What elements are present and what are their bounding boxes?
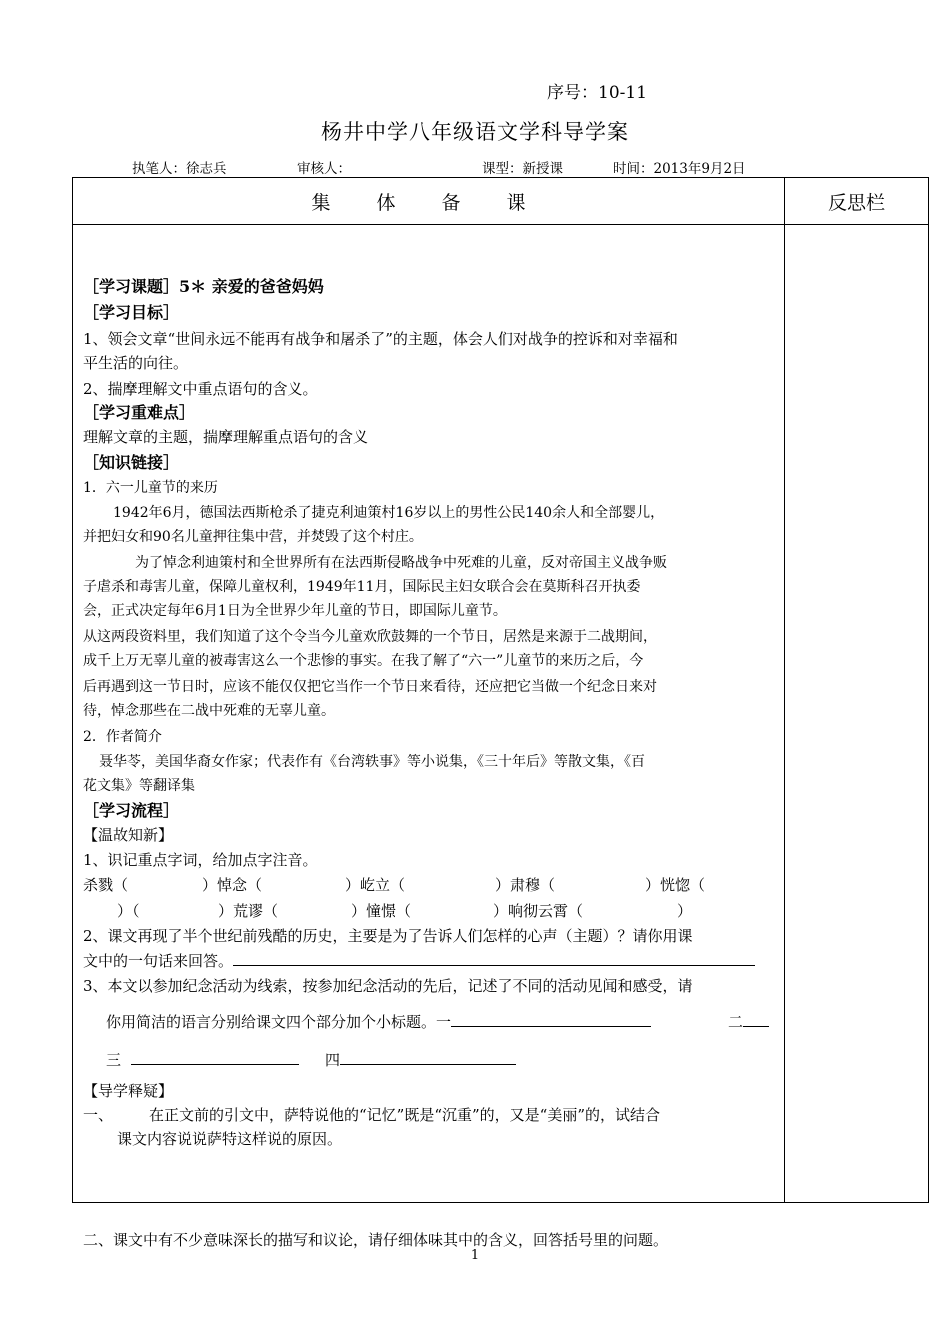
page-title: 杨井中学八年级语文学科导学案	[321, 120, 629, 144]
knowledge-2-title: 2．作者简介	[83, 729, 162, 745]
knowledge-1-title: 1．六一儿童节的来历	[83, 480, 218, 496]
part-2-label: 二	[728, 1013, 744, 1031]
knowledge-heading: ［知识链接］	[83, 453, 180, 472]
lesson-type-label: 课型：新授课	[482, 161, 563, 177]
word-9: ）响彻云霄（	[493, 902, 584, 920]
page-number: 1	[470, 1248, 480, 1263]
topic-heading: ［学习课题］5＊ 亲爱的爸爸妈妈	[83, 277, 324, 296]
goal-2: 2、揣摩理解文中重点语句的含义。	[83, 380, 318, 398]
goals-heading: ［学习目标］	[83, 303, 180, 322]
goal-1b: 平生活的向往。	[83, 354, 189, 372]
knowledge-1-para3a: 从这两段资料里，我们知道了这个令当今儿童欢欣鼓舞的一个节日，居然是来源于二战期间，	[83, 629, 657, 645]
goal-1a: 1、领会文章“世间永远不能再有战争和屠杀了”的主题，体会人们对战争的控诉和对幸福和	[83, 330, 678, 348]
part-3-label: 三	[106, 1051, 122, 1069]
flow-heading: ［学习流程］	[83, 801, 180, 820]
review-heading: 【温故知新】	[83, 826, 174, 844]
date-label: 时间：2013年9月2日	[613, 161, 746, 177]
answer-line-part1[interactable]	[451, 1012, 651, 1027]
guide-1a: 在正文前的引文中，萨特说他的“记忆”既是“沉重”的，又是“美丽”的，试结合	[149, 1106, 661, 1124]
word-7: ）荒谬（	[218, 902, 279, 920]
collective-prep-header: 集 体 备 课	[73, 178, 785, 225]
question-1: 1、识记重点字词，给加点字注音。	[83, 851, 318, 869]
question-3a: 3、本文以参加纪念活动为线索，按参加纪念活动的先后，记述了不同的活动见闻和感受，请	[83, 977, 693, 995]
part-2-row	[728, 1012, 769, 1032]
question-2a: 2、课文再现了半个世纪前残酷的历史，主要是为了告诉人们怎样的心声（主题）？请你用课	[83, 927, 693, 945]
author-intro-a: 聂华苓，美国华裔女作家；代表作有《台湾轶事》等小说集，《三十年后》等散文集，《百	[99, 754, 645, 770]
knowledge-1-para2a: 为了悼念利迪策村和全世界所有在法西斯侵略战争中死难的儿童，反对帝国主义战争贩	[135, 555, 667, 571]
word-6: ）（	[117, 902, 140, 920]
knowledge-1-para3d: 待，悼念那些在二战中死难的无辜儿童。	[83, 703, 335, 719]
author-label: 执笔人：徐志兵	[132, 161, 227, 177]
answer-line-part3[interactable]	[131, 1050, 299, 1065]
word-2: ）悼念（	[202, 876, 263, 894]
guide-1-number: 一、	[83, 1106, 114, 1124]
answer-line-part4[interactable]	[340, 1050, 516, 1065]
question-2b: 文中的一句话来回答。	[83, 952, 234, 970]
part-3-row	[106, 1050, 299, 1070]
question-2b-row	[83, 951, 755, 971]
reflection-header: 反思栏	[785, 178, 929, 225]
guide-2: 二、课文中有不少意味深长的描写和议论，请仔细体味其中的含义，回答括号里的问题。	[83, 1231, 669, 1249]
knowledge-1-para3c: 后再遇到这一节日时，应该不能仅仅把它当作一个节日来看待，还应把它当做一个纪念日来对	[83, 679, 657, 695]
reflection-column[interactable]	[785, 225, 929, 1203]
word-5: ）恍惚（	[645, 876, 706, 894]
word-10: ）	[677, 902, 693, 920]
key-points-heading: ［学习重难点］	[83, 403, 196, 422]
lesson-plan-table	[72, 177, 929, 1249]
knowledge-1-para1a: 1942年6月，德国法西斯枪杀了捷克利迪策村16岁以上的男性公民140余人和全部婴儿，	[113, 505, 665, 521]
knowledge-1-para3b: 成千上万无辜儿童的被毒害这么一个悲惨的事实。在我了解了“六一”儿童节的来历之后，今	[83, 653, 644, 669]
answer-line-part2[interactable]	[743, 1012, 769, 1027]
reviewer-label: 审核人：	[297, 161, 351, 177]
part-4-label: 四	[325, 1051, 341, 1069]
knowledge-1-para1b: 并把妇女和90名儿童押往集中营，并焚毁了这个村庄。	[83, 529, 423, 545]
knowledge-1-para2b: 子虐杀和毒害儿童，保障儿童权利，1949年11月，国际民主妇女联合会在莫斯科召开执委	[83, 579, 641, 595]
question-3b-row	[106, 1012, 651, 1032]
guide-1b: 课文内容说说萨特这样说的原因。	[117, 1130, 343, 1148]
guide-heading: 【导学释疑】	[83, 1082, 174, 1100]
knowledge-1-para2c: 会，正式决定每年6月1日为全世界少年儿童的节日，即国际儿童节。	[83, 603, 507, 619]
part-4-row	[325, 1050, 516, 1070]
word-4: ）肃穆（	[495, 876, 556, 894]
author-intro-b: 花文集》等翻译集	[83, 778, 195, 794]
serial-number: 序号：10-11	[547, 83, 648, 103]
key-points: 理解文章的主题，揣摩理解重点语句的含义	[83, 428, 369, 446]
answer-line-q2[interactable]	[233, 951, 755, 966]
word-3: ）屹立（	[345, 876, 406, 894]
word-8: ）憧憬（	[351, 902, 412, 920]
lesson-content	[73, 225, 785, 1249]
question-3b: 你用简洁的语言分别给课文四个部分加个小标题。一	[106, 1013, 452, 1031]
word-1: 杀戮（	[83, 876, 129, 894]
